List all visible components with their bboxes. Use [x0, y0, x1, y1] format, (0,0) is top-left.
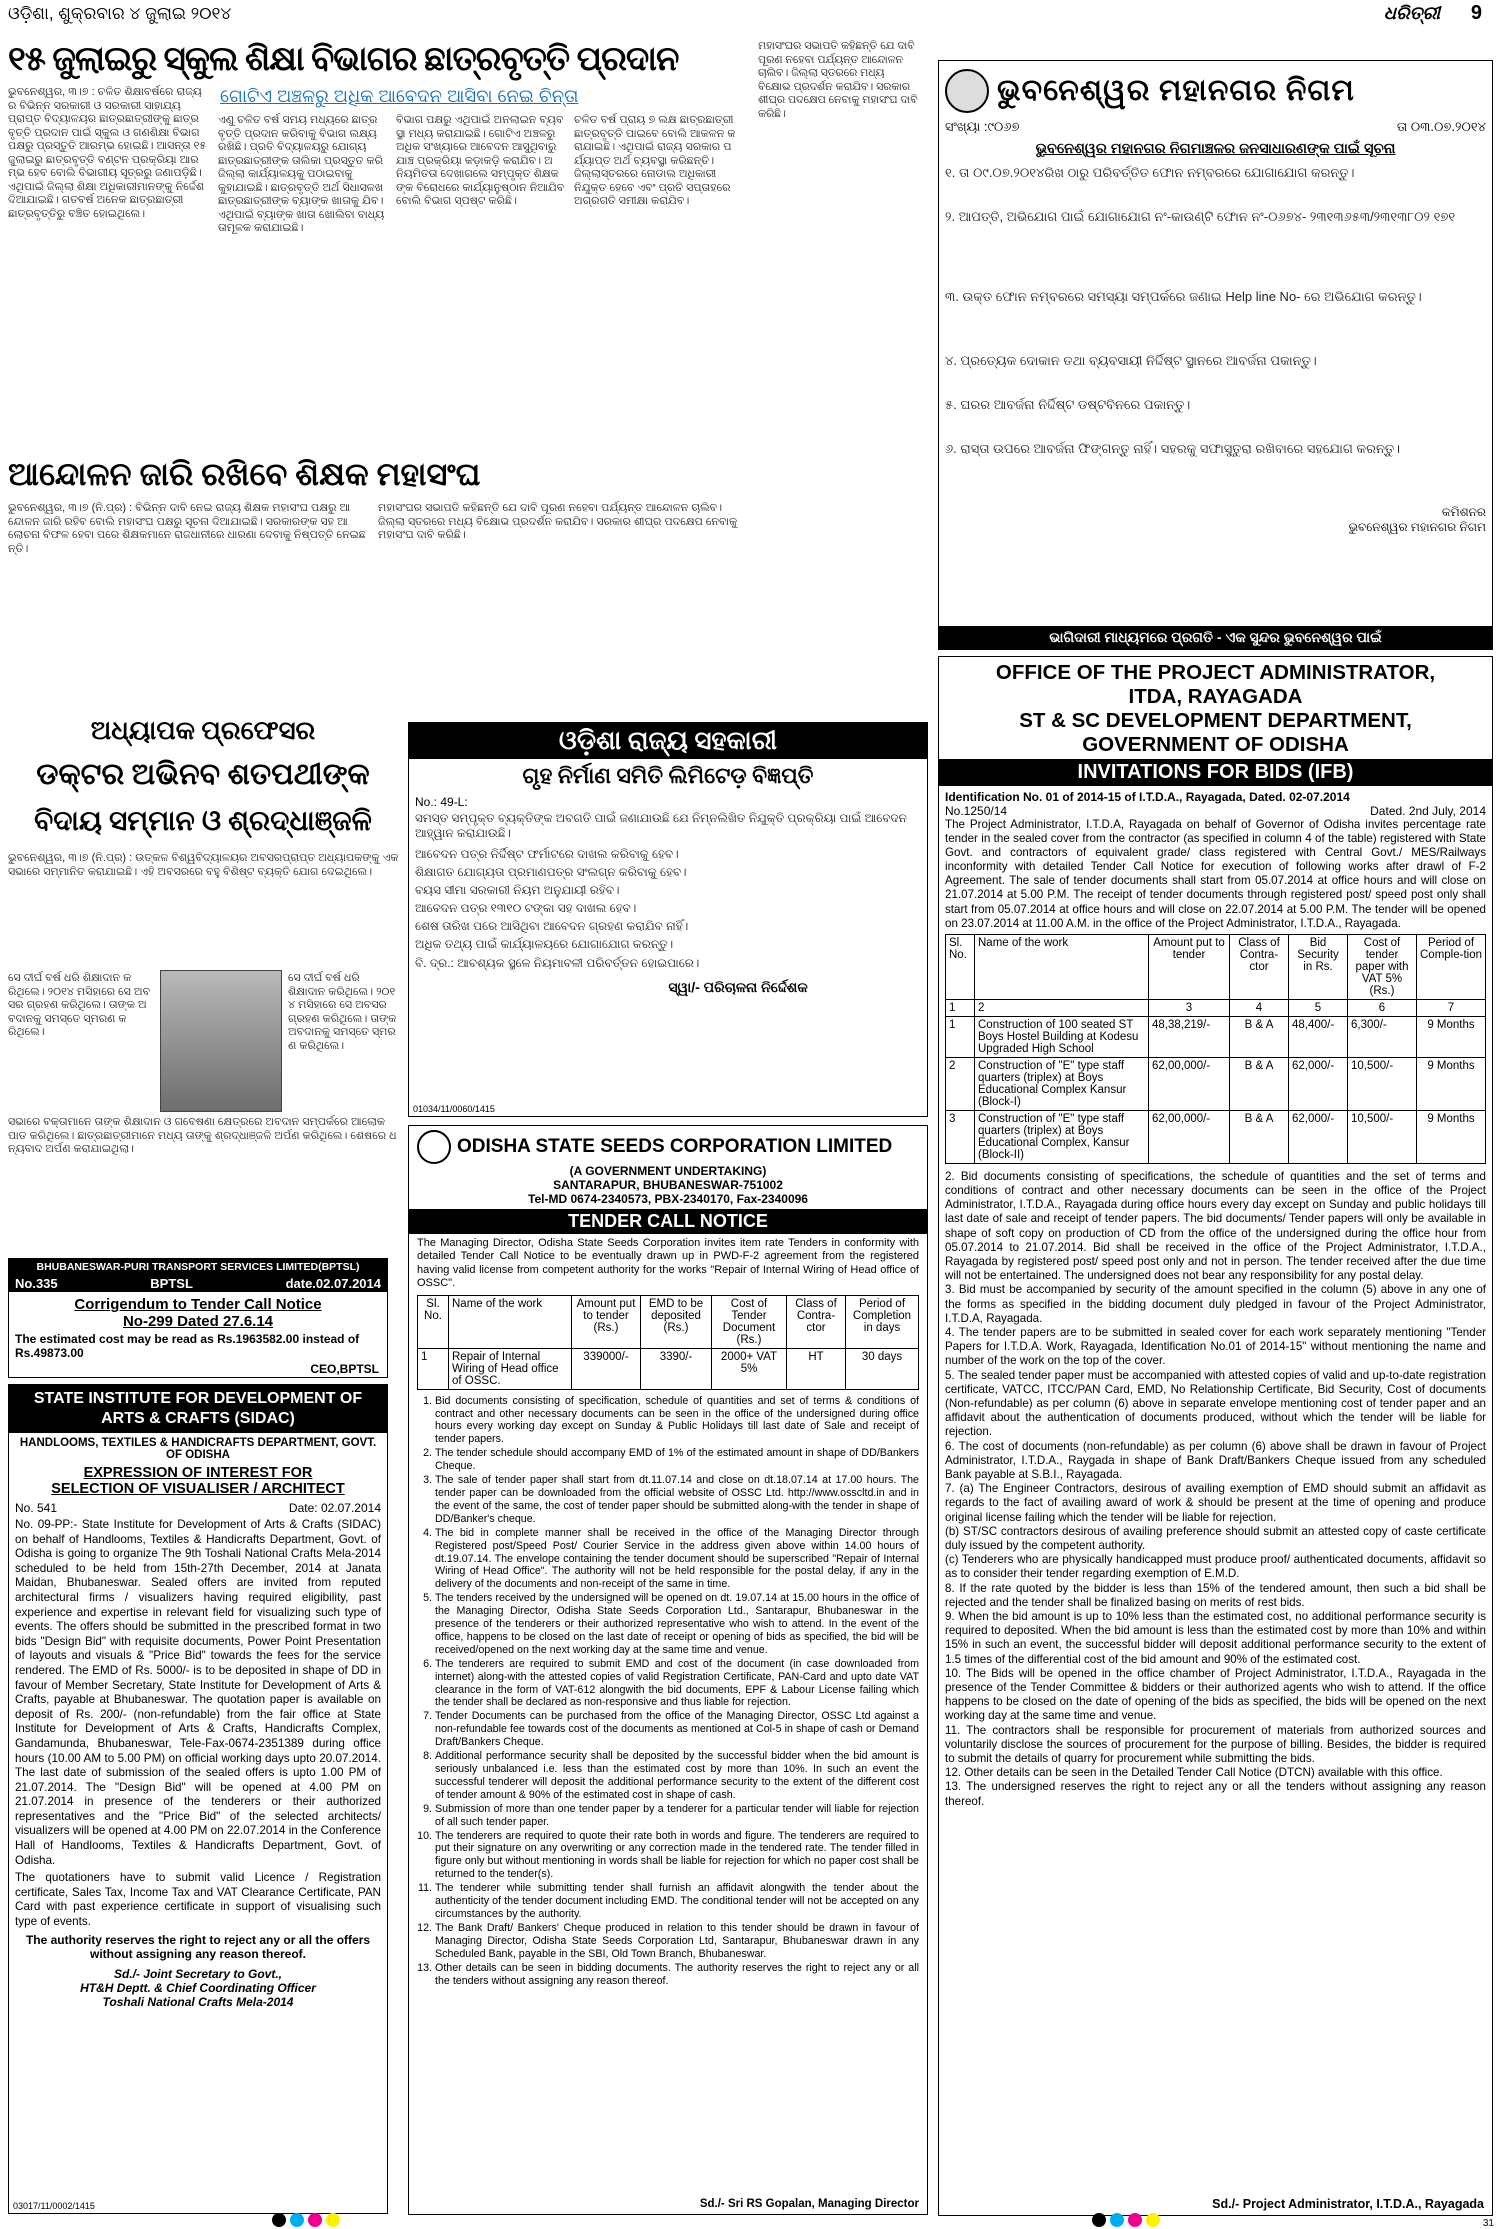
ossc-points	[417, 1395, 919, 1988]
itda-dated: Dated. 2nd July, 2014	[1370, 804, 1486, 818]
itda-td: B & A	[1230, 1057, 1289, 1110]
odia-ad-no: No.: 49-L:	[415, 795, 468, 809]
ossc-point: 4. The bid in complete manner shall be received in the office of the Managing Director through Registered post/Speed Post/ Courier Service in the address given above within 14.00 hours of dt.19.07.14. The envelope containing the tender document should be superscribed "Repair of Internal Wiring of Head Office". The authority will not be held responsible for the postal delay, if any in the delivery of the documents and non-receipt of the same in time.	[435, 1527, 919, 1592]
sidac-para-3: The authority reserves the right to reject any or all the offers without assigning any reason thereof.	[25, 1932, 371, 1961]
itda-title-2: ITDA, RAYAGADA	[1128, 685, 1303, 708]
odia-ad-intro: ସମସ୍ତ ସମ୍ପୃକ୍ତ ବ୍ୟକ୍ତିଙ୍କ ଅବଗତି ପାଇଁ ଜଣାଯାଉଛି ଯେ ନିମ୍ନଲିଖିତ ନିଯୁକ୍ତି ପ୍ରକ୍ରିୟା ପାଇଁ ଆବେଦନ ଆହ୍ୱାନ କରାଯାଉଛି।	[415, 811, 911, 840]
itda-td: B & A	[1230, 1016, 1289, 1057]
bmc-points	[945, 163, 1486, 503]
odia-ad-bullet: ଆବେଦନ ପତ୍ର ୧୩୧୦ ଟଙ୍କା ସହ ଦାଖଲ ହେବ।	[415, 901, 637, 915]
itda-point: (b) ST/SC contractors desirous of availing preference should submit an attested copy of caste certificate duly issued by the competent authority.	[945, 1524, 1486, 1553]
sidac-para-2: The quotationers have to submit valid Licence / Registration certificate, Sales Tax, Income Tax and VAT Clearance Certificate, PAN Card with past experience certificate in support of visualising such type of events.	[15, 1871, 381, 1929]
odia-ad-code: 01034/11/0060/1415	[413, 1104, 495, 1114]
odia-ad-bullet: ଆବେଦନ ପତ୍ର ନିର୍ଦ୍ଦିଷ୍ଟ ଫର୍ମାଟରେ ଦାଖଲ କରିବାକୁ ହେବ।	[415, 847, 679, 861]
itda-colnum: 7	[1417, 999, 1486, 1016]
itda-td: 48,38,219/-	[1149, 1016, 1230, 1057]
registration-mark	[1128, 2213, 1142, 2227]
portrait-photo	[160, 970, 282, 1112]
itda-bar: INVITATIONS FOR BIDS (IFB)	[939, 759, 1492, 786]
itda-th: Name of the work	[975, 934, 1149, 999]
ossc-td: 30 days	[846, 1348, 919, 1389]
itda-title-1: OFFICE OF THE PROJECT ADMINISTRATOR,	[995, 661, 1436, 684]
ossc-name: ODISHA STATE SEEDS CORPORATION LIMITED	[457, 1136, 893, 1157]
itda-th: Bid Security in Rs.	[1289, 934, 1348, 999]
itda-point: 5. The sealed tender paper must be accompanied with attested copies of valid and up-to-date registration certificate, VATCC, ITCC/PAN Card, EMD, No Relationship Certificate, Bid Security, Cost of documents (Non-refundable) as per column (6) above in separate envelope mentioning cost of tender paper and an affidavit about the authentication of documents produced, without which the tender will be liable for rejection.	[945, 1368, 1486, 1439]
itda-td: 10,500/-	[1348, 1057, 1417, 1110]
ossc-point: 8. Additional performance security shall be deposited by the successful bidder when the bid amount is seriously unbalanced i.e. less than the estimated cost by more than 10%. In such an event the successful tenderer will deposit the additional performance security to the extent of the different cost of tender amount & 90% of the estimated cost in shape of cash.	[435, 1750, 919, 1802]
ossc-point: 2. The tender schedule should accompany EMD of 1% of the estimated amount in shape of DD/Bankers Cheque.	[435, 1447, 919, 1473]
registration-mark	[1146, 2213, 1160, 2227]
sidac-sub: HANDLOOMS, TEXTILES & HANDICRAFTS DEPARTMENT, GOVT. OF ODISHA	[19, 1437, 377, 1461]
registration-mark	[326, 2213, 340, 2227]
itda-point: 7. (a) The Engineer Contractors, desirous of availing exemption of EMD should submit an affidavit as regards to the fact of availing award of work & should be present at the time of opening and produce original license failing which the tender will be liable for rejection.	[945, 1482, 1486, 1524]
itda-td: 62,000/-	[1289, 1057, 1348, 1110]
itda-point: 9. When the bid amount is up to 10% less than the estimated cost, no additional performance security is required to deposited. When the bid amount is less than the estimated cost by more than 10% and within 15% in such an event, the successful bidder will deposit additional performance security to the extent of 1.5 times of the differential cost of the bid amount and 90% of the estimated cost.	[945, 1610, 1486, 1666]
itda-td: 2	[946, 1057, 975, 1110]
footer-number: 31	[1482, 2218, 1494, 2229]
story3-headline-1: ଅଧ୍ୟାପକ ପ୍ରଫେସର	[90, 716, 316, 745]
itda-td: Construction of "E" type staff quarters (triplex) at Boys Educational Complex Kansur (Block-I)	[975, 1057, 1149, 1110]
odia-ad-bullets	[415, 845, 921, 953]
story1-col2: ଏଣୁ ଚଳିତ ବର୍ଷ ସମୟ ମଧ୍ୟରେ ଛାତ୍ରବୃତ୍ତି ପ୍ରଦାନ କରିବାକୁ ବିଭାଗ ଲକ୍ଷ୍ୟ ରଖିଛି। ପ୍ରତି ବିଦ୍ୟାଳୟରୁ ଯୋଗ୍ୟ ଛାତ୍ରଛାତ୍ରୀଙ୍କ ତାଲିକା ପ୍ରସ୍ତୁତ କରି ଜିଲ୍ଲା କାର୍ଯ୍ୟାଳୟକୁ ପଠାଇବାକୁ କୁହାଯାଇଛି। ଛାତ୍ରବୃତ୍ତି ଅର୍ଥ ସିଧାସଳଖ ଛାତ୍ରଛାତ୍ରୀଙ୍କ ବ୍ୟାଙ୍କ ଖାତାକୁ ଯିବ। ଏଥିପାଇଁ ବ୍ୟାଙ୍କ ଖାତା ଖୋଲିବା ବାଧ୍ୟତାମୂଳକ କରାଯାଇଛି।	[218, 114, 387, 234]
story2-headline: ଆନ୍ଦୋଳନ ଜାରି ରଖିବେ ଶିକ୍ଷକ ମହାସଂଘ	[8, 456, 481, 492]
bptsl-sign: CEO,BPTSL	[310, 1362, 379, 1376]
itda-th: Cost of tender paper with VAT 5% (Rs.)	[1348, 934, 1417, 999]
sidac-date: Date: 02.07.2014	[288, 1501, 381, 1515]
story1-col3: ବିଭାଗ ପକ୍ଷରୁ ଏଥିପାଇଁ ଅନଲାଇନ ବ୍ୟବସ୍ଥା ମଧ୍ୟ କରାଯାଇଛି। ଗୋଟିଏ ଅଞ୍ଚଳରୁ ଅଧିକ ସଂଖ୍ୟାରେ ଆବେଦନ ଆସୁଥିବାରୁ ଯାଞ୍ଚ ପ୍ରକ୍ରିୟା କଡ଼ାକଡ଼ି କରାଯିବ। ଅନିୟମିତତା ଦେଖାଗଲେ ସମ୍ପୃକ୍ତ ଶିକ୍ଷକଙ୍କ ବିରୋଧରେ କାର୍ଯ୍ୟାନୁଷ୍ଠାନ ନିଆଯିବ ବୋଲି ବିଭାଗ ସ୍ପଷ୍ଟ କରିଛି।	[396, 114, 568, 207]
ossc-point: 11. The tenderer while submitting tender shall furnish an affidavit alongwith the tender about the authenticity of the tender document including EMD. The conditional tender will not be accepted on any circumstances by the authority.	[435, 1882, 919, 1921]
ossc-table	[417, 1295, 919, 1390]
ossc-th: Class of Contra-ctor	[787, 1295, 846, 1348]
sidac-sign-2: HT&H Deptt. & Chief Coordinating Officer	[80, 1981, 316, 1996]
itda-th: Sl. No.	[946, 934, 975, 999]
itda-td: Construction of 100 seated ST Boys Hostel Building at Kodesu Upgraded High School	[975, 1016, 1149, 1057]
itda-point: 4. The tender papers are to be submitted in sealed cover for each work separately mentioning "Tender Papers for I.T.D.A. Work, Rayagada, Identification No.01 of 2014-15" without mentioning the name and number of the work on the top of the cover.	[945, 1325, 1486, 1368]
registration-mark	[290, 2213, 304, 2227]
itda-notice	[938, 656, 1493, 2216]
bptsl-no: No.335	[15, 1276, 58, 1291]
itda-ident: Identification No. 01 of 2014-15 of I.T.D.A., Rayagada, Dated. 02-07.2014	[945, 790, 1350, 804]
sidac-eoi-1: EXPRESSION OF INTEREST FOR	[83, 1465, 313, 1481]
itda-point: 2. Bid documents consisting of specifications, the schedule of quantities and the set of terms and conditions of contract and other necessary documents can be seen in the office of the Project Administrator, I.T.D.A., Rayagada during office hours every day except on Sunday and public holidays till last date of sale and receipt of tender papers. The bid documents/ Tender papers will only be available in shape of soft copy on production of CD from the office of the undersigned during the office hour from 05.07.2014 to 21.07.2014. Bid shall be received in the office of the Project Administrator, I.T.D.A., Rayagada by registered post/ speed post only and not in person. The tender received after the due time will not be entertained. The undersigned does not bear any responsibility for any postal delay.	[945, 1169, 1486, 1283]
itda-td: 3	[946, 1110, 975, 1163]
bmc-point: ୬. ରାସ୍ତା ଉପରେ ଆବର୍ଜନା ଫିଙ୍ଗନ୍ତୁ ନାହିଁ। ସହରକୁ ସଫାସୁତୁରା ରଖିବାରେ ସହଯୋଗ କରନ୍ତୁ।	[945, 441, 1401, 456]
itda-colnum: 4	[1230, 999, 1289, 1016]
itda-table	[945, 934, 1486, 1164]
registration-mark	[1092, 2213, 1106, 2227]
sidac-code: 03017/11/0002/1415	[13, 2201, 95, 2211]
itda-td: 9 Months	[1417, 1057, 1486, 1110]
itda-td: 6,300/-	[1348, 1016, 1417, 1057]
itda-title-4: GOVERNMENT OF ODISHA	[1082, 733, 1349, 756]
itda-intro: The Project Administrator, I.T.D.A, Rayagada on behalf of Governor of Odisha invites percentage rate tender in the sealed cover from the contractor (as specified in column 4 of the table) registered with State Govt. and contractors of equivalent grade/ class registered with Central Govt./ MES/Railways inconformity with detailed Tender Call Notice for execution of following works after drawl of F-2 Agreement. The sale of tender documents shall start from 05.07.2014 at office hours and will close on 21.07.2014 at 5.00 P.M. The receipt of tender documents through registered post/ speed post only shall start from 05.07.2014 at office hours and will close on 22.07.2014 at 5.00 P.M. The tender will be opened on 23.07.2014 at 11.00 A.M. in the office of the Project Administrator, I.T.D.A., Rayagada.	[945, 818, 1486, 930]
ossc-addr: SANTARAPUR, BHUBANESWAR-751002	[553, 1178, 783, 1192]
itda-td: 62,000/-	[1289, 1110, 1348, 1163]
ossc-th: Sl. No.	[418, 1295, 449, 1348]
itda-title-3: ST & SC DEVELOPMENT DEPARTMENT,	[1019, 709, 1412, 732]
ossc-td: HT	[787, 1348, 846, 1389]
itda-td: 62,00,000/-	[1149, 1110, 1230, 1163]
ossc-td: Repair of Internal Wiring of Head office of OSSC.	[449, 1348, 572, 1389]
ossc-point: 12. The Bank Draft/ Bankers' Cheque produced in relation to this tender should be drawn in favour of Managing Director, Odisha State Seeds Corporation Ltd, Santarapur, Bhubaneswar drawn in any Scheduled Bank, payable in the SBI, Old Town Branch, Bhubaneswar.	[435, 1922, 919, 1961]
bmc-ref-left: ସଂଖ୍ୟା :୯୦୬୭	[945, 119, 1020, 134]
bmc-point: ୪. ପ୍ରତ୍ୟେକ ଦୋକାନ ତଥା ବ୍ୟବସାୟୀ ନିର୍ଦ୍ଦିଷ୍ଟ ସ୍ଥାନରେ ଆବର୍ଜନା ପକାନ୍ତୁ।	[945, 353, 1317, 368]
story1-col1: ଭୁବନେଶ୍ୱର, ୩।୭ : ଚଳିତ ଶିକ୍ଷାବର୍ଷରେ ରାଜ୍ୟର ବିଭିନ୍ନ ସରକାରୀ ଓ ସରକାରୀ ସାହାଯ୍ୟପ୍ରାପ୍ତ ବିଦ୍ୟାଳୟର ଛାତ୍ରଛାତ୍ରୀଙ୍କୁ ଛାତ୍ରବୃତ୍ତି ପ୍ରଦାନ ପାଇଁ ସ୍କୁଲ ଓ ଗଣଶିକ୍ଷା ବିଭାଗ ପକ୍ଷରୁ ପ୍ରସ୍ତୁତି ଆରମ୍ଭ ହୋଇଛି। ଆସନ୍ତା ୧୫ ଜୁଲାଇରୁ ଛାତ୍ରବୃତ୍ତି ବଣ୍ଟନ ପ୍ରକ୍ରିୟା ଆରମ୍ଭ ହେବ ବୋଲି ବିଭାଗୀୟ ସୂତ୍ରରୁ ଜଣାପଡ଼ିଛି। ଏଥିପାଇଁ ଜିଲ୍ଲା ଶିକ୍ଷା ଅଧିକାରୀମାନଙ୍କୁ ନିର୍ଦ୍ଦେଶ ଦିଆଯାଇଛି। ଗତବର୍ଷ ଅନେକ ଛାତ୍ରଛାତ୍ରୀ ଛାତ୍ରବୃତ୍ତିରୁ ବଞ୍ଚିତ ହୋଇଥିଲେ।	[8, 86, 210, 220]
ossc-tel: Tel-MD 0674-2340573, PBX-2340170, Fax-2340096	[528, 1192, 808, 1206]
ossc-sub: (A GOVERNMENT UNDERTAKING)	[569, 1164, 767, 1178]
ossc-point: 10. The tenderers are required to quote their rate both in words and figure. The tenderers are required to put their signature on any overwriting or any correction made in the tendered rate. The tender filled in figure only but without mentioning in words shall be liable for rejection for which no paper cost shall be returned to the tender(s).	[435, 1830, 919, 1882]
odia-ad-bullet: ଶିକ୍ଷାଗତ ଯୋଗ୍ୟତା ପ୍ରମାଣପତ୍ର ସଂଲଗ୍ନ କରିବାକୁ ହେବ।	[415, 865, 687, 879]
itda-td: 48,400/-	[1289, 1016, 1348, 1057]
bmc-point: ୩. ଉକ୍ତ ଫୋନ ନମ୍ବରରେ ସମସ୍ୟା ସମ୍ପର୍କରେ ଜଣାଇ Help line No- ରେ ଅଭିଯୋଗ କରନ୍ତୁ।	[945, 289, 1422, 304]
odia-ad-bullet: ଅଧିକ ତଥ୍ୟ ପାଇଁ କାର୍ଯ୍ୟାଳୟରେ ଯୋଗାଯୋଗ କରନ୍ତୁ।	[415, 937, 674, 951]
itda-point: 6. The cost of documents (non-refundable) as per column (6) above shall be drawn in favour of Project Administrator, I.T.D.A., Raygada in shape of Bank Draft/Bankers Cheque issued from any scheduled Bank payable at S.B.I., Rayagada.	[945, 1439, 1486, 1482]
itda-td: Construction of "E" type staff quarters (triplex) at Boys Educational Complex, Kansur (Block-II)	[975, 1110, 1149, 1163]
bmc-ref-right: ତା ୦୩.୦୭.୨୦୧୪	[1396, 119, 1486, 134]
itda-td: 1	[946, 1016, 975, 1057]
sidac-no: No. 541	[15, 1501, 58, 1515]
itda-td: 10,500/-	[1348, 1110, 1417, 1163]
bptsl-title-2: No-299 Dated 27.6.14	[122, 1313, 274, 1330]
itda-point: 12. Other details can be seen in the Detailed Tender Call Notice (DTCN) available with this office.	[945, 1766, 1443, 1780]
ossc-notice-title: TENDER CALL NOTICE	[409, 1209, 927, 1234]
itda-point: 11. The contractors shall be responsible for procurement of materials from authorized sources and voluntarily disclose the sources of procurement for the purpose of billing. Besides, the bidder is required to submit the details of quarry for procurement while submitting the bids.	[945, 1723, 1486, 1766]
ossc-sign: Sd./- Sri RS Gopalan, Managing Director	[699, 2198, 919, 2210]
ossc-point: 6. The tenderers are required to submit EMD and cost of the document (in case downloaded from internet) along-with the attested copies of valid Registration Certificate, PAN-Card and upto date VAT clearance in the form of VAT-612 alongwith the bid documents, EPF & Labour License failing which the tender shall be declared as non-responsive and thus liable for rejection.	[435, 1658, 919, 1710]
bptsl-mid: BPTSL	[150, 1276, 193, 1291]
itda-point: 10. The Bids will be opened in the office chamber of Project Administrator, I.T.D.A., Rayagada in the presence of the Tender Committee & bidders or their authorized agents who wish to attend. If the office happens to be closed on the date of opening of the bids as specified, the bids will be opened on the next working day at the same time and venue.	[945, 1666, 1486, 1723]
bptsl-title-1: Corrigendum to Tender Call Notice	[74, 1296, 322, 1313]
bmc-notice	[938, 60, 1493, 650]
registration-mark	[308, 2213, 322, 2227]
story1-continuation: ମହାସଂଘର ସଭାପତି କହିଛନ୍ତି ଯେ ଦାବି ପୂରଣ ନହେବା ପର୍ଯ୍ୟନ୍ତ ଆନ୍ଦୋଳନ ଚାଲିବ। ଜିଲ୍ଲା ସ୍ତରରେ ମଧ୍ୟ ବିକ୍ଷୋଭ ପ୍ରଦର୍ଶନ କରାଯିବ। ସରକାର ଶୀଘ୍ର ପଦକ୍ଷେପ ନେବାକୁ ମହାସଂଘ ଦାବି କରିଛି।	[758, 40, 921, 120]
bmc-title: ଭୁବନେଶ୍ୱର ମହାନଗର ନିଗମ	[997, 74, 1355, 107]
itda-colnum: 2	[975, 999, 1149, 1016]
itda-td: 9 Months	[1417, 1016, 1486, 1057]
masthead-paper-name: ଧରିତ୍ରୀ	[1383, 3, 1440, 23]
ossc-td: 2000+ VAT 5%	[712, 1348, 787, 1389]
story1-col4: ଚଳିତ ବର୍ଷ ପ୍ରାୟ ୭ ଲକ୍ଷ ଛାତ୍ରଛାତ୍ରୀ ଛାତ୍ରବୃତ୍ତି ପାଇବେ ବୋଲି ଆକଳନ କରାଯାଇଛି। ଏଥିପାଇଁ ରାଜ୍ୟ ସରକାର ପର୍ଯ୍ୟାପ୍ତ ଅର୍ଥ ବ୍ୟବସ୍ଥା କରିଛନ୍ତି। ଜିଲ୍ଲାସ୍ତରରେ ନୋଡାଲ ଅଧିକାରୀ ନିଯୁକ୍ତ ହେବେ ଏବଂ ପ୍ରତି ସପ୍ତାହରେ ଅଗ୍ରଗତି ସମୀକ୍ଷା କରାଯିବ।	[574, 114, 737, 207]
ossc-point: 3. The sale of tender paper shall start from dt.11.07.14 and close on dt.18.07.14 at 17.00 hours. The tender paper can be downloaded from the official website of OSSC Ltd. http://www.osscltd.in and in the event of the same, the cost of tender paper should be submitted along-with the tender in shape of DD/Banker's cheque.	[435, 1474, 919, 1526]
ossc-point: 7. Tender Documents can be purchased from the office of the Managing Director, OSSC Ltd against a non-refundable fee towards cost of the documents as mentioned at Col-5 in shape of cash or Demand Draft/Bankers Cheque.	[435, 1710, 919, 1749]
story3-body-side-2: ସେ ଦୀର୍ଘ ବର୍ଷ ଧରି ଶିକ୍ଷାଦାନ କରିଥିଲେ। ୨୦୧୪ ମସିହାରେ ସେ ଅବସର ଗ୍ରହଣ କରିଥିଲେ। ତାଙ୍କ ଅବଦାନକୁ ସମସ୍ତେ ସ୍ମରଣ କରିଥିଲେ।	[288, 972, 400, 1052]
bptsl-notice	[8, 1258, 388, 1378]
sidac-para-1: No. 09-PP:- State Institute for Development of Arts & Crafts (SIDAC) on behalf of Handlooms, Textiles & Handicrafts Department, Govt. of Odisha is going to organize The 9th Toshali National Crafts Mela-2014 scheduled to be held from 15th-27th December, 2014 at Janata Maidan, Bhubaneswar. Sealed offers are invited from reputed architectural firms / visualizers having required eligibility, past experience and expertise in relevant field for visualizing such type of events. The offers should be submitted in the prescribed format in two bids "Design Bid" with requisite documents, Power Point Presentation of layouts and visuals & "Price Bid" towards the fees for the service rendered. The EMD of Rs. 5000/- is to be deposited in shape of DD in favour of Member Secretary, State Institute for Development of Arts & Crafts, payable at Bhubaneswar. The quotation paper is available on deposit of Rs. 200/- (non-refundable) from the fair office at State Institute for Development of Arts & Crafts, Handicrafts Complex, Gandamunda, Bhubaneswar, Tele-Fax-0674-2351389 during office hours (10.00 AM to 5.00 PM) on official working days upto 20.07.2014. The last date of submission of the sealed offers is upto 1.00 PM of 21.07.2014. The "Design Bid" will be opened at 4.00 PM on 21.07.2014 in presence of the tenderers or their authorized representatives and the "Price Bid" of the selected architects/ visualizers will be opened at 4.00 PM on 22.07.2014 in the Conference Hall of Handlooms, Textiles & Handicrafts Department, Govt. of Odisha.	[15, 1518, 381, 1867]
bmc-point: ୧. ତା ୦୯.୦୭.୨୦୧୪ରିଖ ଠାରୁ ପରିବର୍ତ୍ତିତ ଫୋନ ନମ୍ବରରେ ଯୋଗାଯୋଗ କରନ୍ତୁ।	[945, 165, 1355, 180]
itda-no: No.1250/14	[945, 804, 1008, 818]
bptsl-date: date.02.07.2014	[285, 1276, 381, 1291]
itda-th: Amount put to tender	[1149, 934, 1230, 999]
itda-colnum: 5	[1289, 999, 1348, 1016]
ossc-td: 339000/-	[572, 1348, 641, 1389]
itda-colnum: 1	[946, 999, 975, 1016]
itda-th: Class of Contra-ctor	[1230, 934, 1289, 999]
sidac-sign-3: Toshali National Crafts Mela-2014	[102, 1995, 294, 2010]
bptsl-company: BHUBANESWAR-PURI TRANSPORT SERVICES LIMITED(BPTSL)	[9, 1259, 387, 1275]
ossc-th: Name of the work	[449, 1295, 572, 1348]
itda-point: (c) Tenderers who are physically handicapped must produce proof/ authenticated documents, affidavit so as to consider their tender regarding exemption of E.M.D.	[945, 1553, 1486, 1581]
registration-mark	[272, 2213, 286, 2227]
ossc-intro: The Managing Director, Odisha State Seeds Corporation invites item rate Tenders in conformity with detailed Tender Call Notice to be eventually drawn up in PWD-F-2 agreement from the registered having valid license from competent authority for the works "Repair of Internal Wiring of Head office of OSSC".	[417, 1237, 919, 1290]
odia-ad-sign: ସ୍ୱା/- ପରିଚାଳନା ନିର୍ଦ୍ଦେଶକ	[668, 978, 808, 995]
itda-td: B & A	[1230, 1110, 1289, 1163]
odia-ad-title: ଓଡ଼ିଶା ରାଜ୍ୟ ସହକାରୀ	[409, 723, 927, 759]
bptsl-body: The estimated cost may be read as Rs.1963582.00 instead of Rs.49873.00	[15, 1332, 360, 1360]
bmc-footer: ଭାଗିଦାରୀ ମାଧ୍ୟମରେ ପ୍ରଗତି - ଏକ ସୁନ୍ଦର ଭୁବନେଶ୍ୱର ପାଇଁ	[939, 626, 1492, 649]
ossc-th: Amount put to tender (Rs.)	[572, 1295, 641, 1348]
ossc-point: 5. The tenders received by the undersigned will be opened on dt. 19.07.14 at 15.00 hours in the office of the Managing Director, Odisha State Seeds Corporation Ltd., Santarapur, Bhubaneswar in the presence of the tenderers or their authorized representative who wish to attend. In the event of the office, happens to be closed on the last date of receipt or opening of bids as specified, the bid will be received/opened on the next working day at the same time and venue.	[435, 1592, 919, 1657]
bmc-point: ୫. ଘରର ଆବର୍ଜନା ନିର୍ଦ୍ଦିଷ୍ଟ ଡଷ୍ଟବିନରେ ପକାନ୍ତୁ।	[945, 397, 1191, 412]
ossc-td: 3390/-	[641, 1348, 712, 1389]
story2-body-left: ଭୁବନେଶ୍ୱର, ୩।୭ (ନି.ପ୍ର) : ବିଭିନ୍ନ ଦାବି ନେଇ ରାଜ୍ୟ ଶିକ୍ଷକ ମହାସଂଘ ପକ୍ଷରୁ ଆନ୍ଦୋଳନ ଜାରି ରହିବ ବୋଲି ମହାସଂଘ ପକ୍ଷରୁ ସୂଚନା ଦିଆଯାଇଛି। ସରକାରଙ୍କ ସହ ଆଲୋଚନା ବିଫଳ ହେବା ପରେ ଶିକ୍ଷକମାନେ ରାଜଧାନୀରେ ଧାରଣା ଦେବାକୁ ନିଷ୍ପତ୍ତି ନେଇଛନ୍ତି।	[8, 502, 366, 555]
ossc-point: 9. Submission of more than one tender paper by a tenderer for a particular tender will liable for rejection of all such tender paper.	[435, 1803, 919, 1829]
registration-mark	[1110, 2213, 1124, 2227]
sidac-eoi-2: SELECTION OF VISUALISER / ARCHITECT	[51, 1481, 345, 1497]
itda-colnum: 6	[1348, 999, 1417, 1016]
ossc-point: 1. Bid documents consisting of specification, schedule of quantities and set of terms & conditions of contract and other necessary documents can be seen in the office of the undersigned during office hours every working day except on Sunday & Public Holidays till last date of Sale and receipt of tender papers.	[435, 1395, 919, 1447]
ossc-notice	[408, 1125, 928, 2215]
bmc-point: ୨. ଆପତ୍ତି, ଅଭିଯୋଗ ପାଇଁ ଯୋଗାଯୋଗ ନଂ-କାଉଣ୍ଟି ଫୋନ ନଂ-୦୬୭୪- ୨୩୧୩୬୫୩/୨୩୧୩୮୦୨ ୧୭୧	[945, 209, 1456, 224]
page-number: 9	[1470, 2, 1482, 24]
story3-headline-2: ଡକ୍ଟର ଅଭିନବ ଶତପଥୀଙ୍କ	[36, 758, 370, 791]
bmc-sign: କମିଶନର ଭୁବନେଶ୍ୱର ମହାନଗର ନିଗମ	[1348, 505, 1486, 534]
bmc-subtitle: ଭୁବନେଶ୍ୱର ମହାନଗର ନିଗମାଞ୍ଚଳର ଜନସାଧାରଣଙ୍କ ପାଇଁ ସୂଚନା	[1035, 141, 1396, 157]
itda-sign: Sd./- Project Administrator, I.T.D.A., Rayagada	[1212, 2197, 1484, 2211]
story3-body-bottom: ସଭାରେ ବକ୍ତାମାନେ ତାଙ୍କ ଶିକ୍ଷାଦାନ ଓ ଗବେଷଣା କ୍ଷେତ୍ରରେ ଅବଦାନ ସମ୍ପର୍କରେ ଆଲୋକପାତ କରିଥିଲେ। ଛାତ୍ରଛାତ୍ରୀମାନେ ମଧ୍ୟ ତାଙ୍କୁ ଶ୍ରଦ୍ଧାଞ୍ଜଳି ଅର୍ପଣ କରିଥିଲେ। ଶେଷରେ ଧନ୍ୟବାଦ ଅର୍ପଣ କରାଯାଇଥିଲା।	[8, 1116, 397, 1155]
itda-point: 13. The undersigned reserves the right to reject any or all the tenders without assigning any reason thereof.	[945, 1780, 1486, 1808]
sidac-title: STATE INSTITUTE FOR DEVELOPMENT OF ARTS & CRAFTS (SIDAC)	[9, 1385, 387, 1433]
story2-body-right: ମହାସଂଘର ସଭାପତି କହିଛନ୍ତି ଯେ ଦାବି ପୂରଣ ନହେବା ପର୍ଯ୍ୟନ୍ତ ଆନ୍ଦୋଳନ ଚାଲିବ। ଜିଲ୍ଲା ସ୍ତରରେ ମଧ୍ୟ ବିକ୍ଷୋଭ ପ୍ରଦର୍ଶନ କରାଯିବ। ସରକାର ଶୀଘ୍ର ପଦକ୍ଷେପ ନେବାକୁ ମହାସଂଘ ଦାବି କରିଛି।	[378, 502, 741, 541]
itda-points	[945, 1170, 1486, 1809]
story3-body-top: ଭୁବନେଶ୍ୱର, ୩।୭ (ନି.ପ୍ର) : ଉତ୍କଳ ବିଶ୍ୱବିଦ୍ୟାଳୟର ଅବସରପ୍ରାପ୍ତ ଅଧ୍ୟାପକଙ୍କୁ ଏକ ସଭାରେ ସମ୍ମାନିତ କରାଯାଇଛି। ଏହି ଅବସରରେ ବହୁ ବିଶିଷ୍ଟ ବ୍ୟକ୍ତି ଯୋଗ ଦେଇଥିଲେ।	[8, 852, 402, 878]
itda-td: 9 Months	[1417, 1110, 1486, 1163]
ossc-logo-icon	[417, 1130, 451, 1164]
bmc-logo-icon	[945, 69, 989, 113]
ossc-th: Cost of Tender Document (Rs.)	[712, 1295, 787, 1348]
itda-point: 8. If the rate quoted by the bidder is less than 15% of the tendered amount, then such a bid shall be rejected and the tender shall be finalized basing on merits of rest bids.	[945, 1581, 1486, 1609]
ossc-point: 13. Other details can be seen in bidding documents. The authority reserves the right to reject any or all the tenders without assigning any reason thereof.	[435, 1962, 919, 1988]
story3-body-side: ସେ ଦୀର୍ଘ ବର୍ଷ ଧରି ଶିକ୍ଷାଦାନ କରିଥିଲେ। ୨୦୧୪ ମସିହାରେ ସେ ଅବସର ଗ୍ରହଣ କରିଥିଲେ। ତାଙ୍କ ଅବଦାନକୁ ସମସ୍ତେ ସ୍ମରଣ କରିଥିଲେ।	[8, 972, 151, 1038]
story1-subhead: ଗୋଟିଏ ଅଞ୍ଚଳରୁ ଅଧିକ ଆବେଦନ ଆସିବା ନେଇ ଚିନ୍ତା	[220, 86, 579, 106]
odia-ad	[408, 722, 928, 1117]
story1-headline: ୧୫ ଜୁଲାଇରୁ ସ୍କୁଲ ଶିକ୍ଷା ବିଭାଗର ଛାତ୍ରବୃତ୍ତି ପ୍ରଦାନ	[8, 41, 679, 78]
masthead-date: ଓଡ଼ିଶା, ଶୁକ୍ରବାର ୪ ଜୁଲାଇ ୨୦୧୪	[8, 4, 232, 23]
sidac-notice	[8, 1384, 388, 2214]
odia-ad-note: ବି. ଦ୍ର.: ଆବଶ୍ୟକ ସ୍ଥଳେ ନିୟମାବଳୀ ପରିବର୍ତ୍ତନ ହୋଇପାରେ।	[415, 956, 700, 970]
story3-headline-3: ବିଦାୟ ସମ୍ମାନ ଓ ଶ୍ରଦ୍ଧାଞ୍ଜଳି	[34, 806, 372, 837]
ossc-th: Period of Completion in days	[846, 1295, 919, 1348]
sidac-sign-1: Sd./- Joint Secretary to Govt.,	[113, 1967, 283, 1982]
odia-ad-bullet: ଶେଷ ତାରିଖ ପରେ ଆସିଥିବା ଆବେଦନ ଗ୍ରହଣ କରାଯିବ ନାହିଁ।	[415, 919, 689, 933]
itda-td: 62,00,000/-	[1149, 1057, 1230, 1110]
ossc-th: EMD to be deposited (Rs.)	[641, 1295, 712, 1348]
itda-point: 3. Bid must be accompanied by security of the amount specified in the column (5) above in any one of the forms as specified in the bidding document duly pledged in favour of the Project Administrator, I.T.D.A, Rayagada.	[945, 1283, 1486, 1325]
ossc-td: 1	[418, 1348, 449, 1389]
itda-colnum: 3	[1149, 999, 1230, 1016]
itda-th: Period of Comple-tion	[1417, 934, 1486, 999]
odia-ad-bullet: ବୟସ ସୀମା ସରକାରୀ ନିୟମ ଅନୁଯାୟୀ ରହିବ।	[415, 883, 620, 897]
odia-ad-subtitle: ଗୃହ ନିର୍ମାଣ ସମିତି ଲିମିଟେଡ଼ ବିଜ୍ଞପ୍ତି	[522, 763, 814, 788]
